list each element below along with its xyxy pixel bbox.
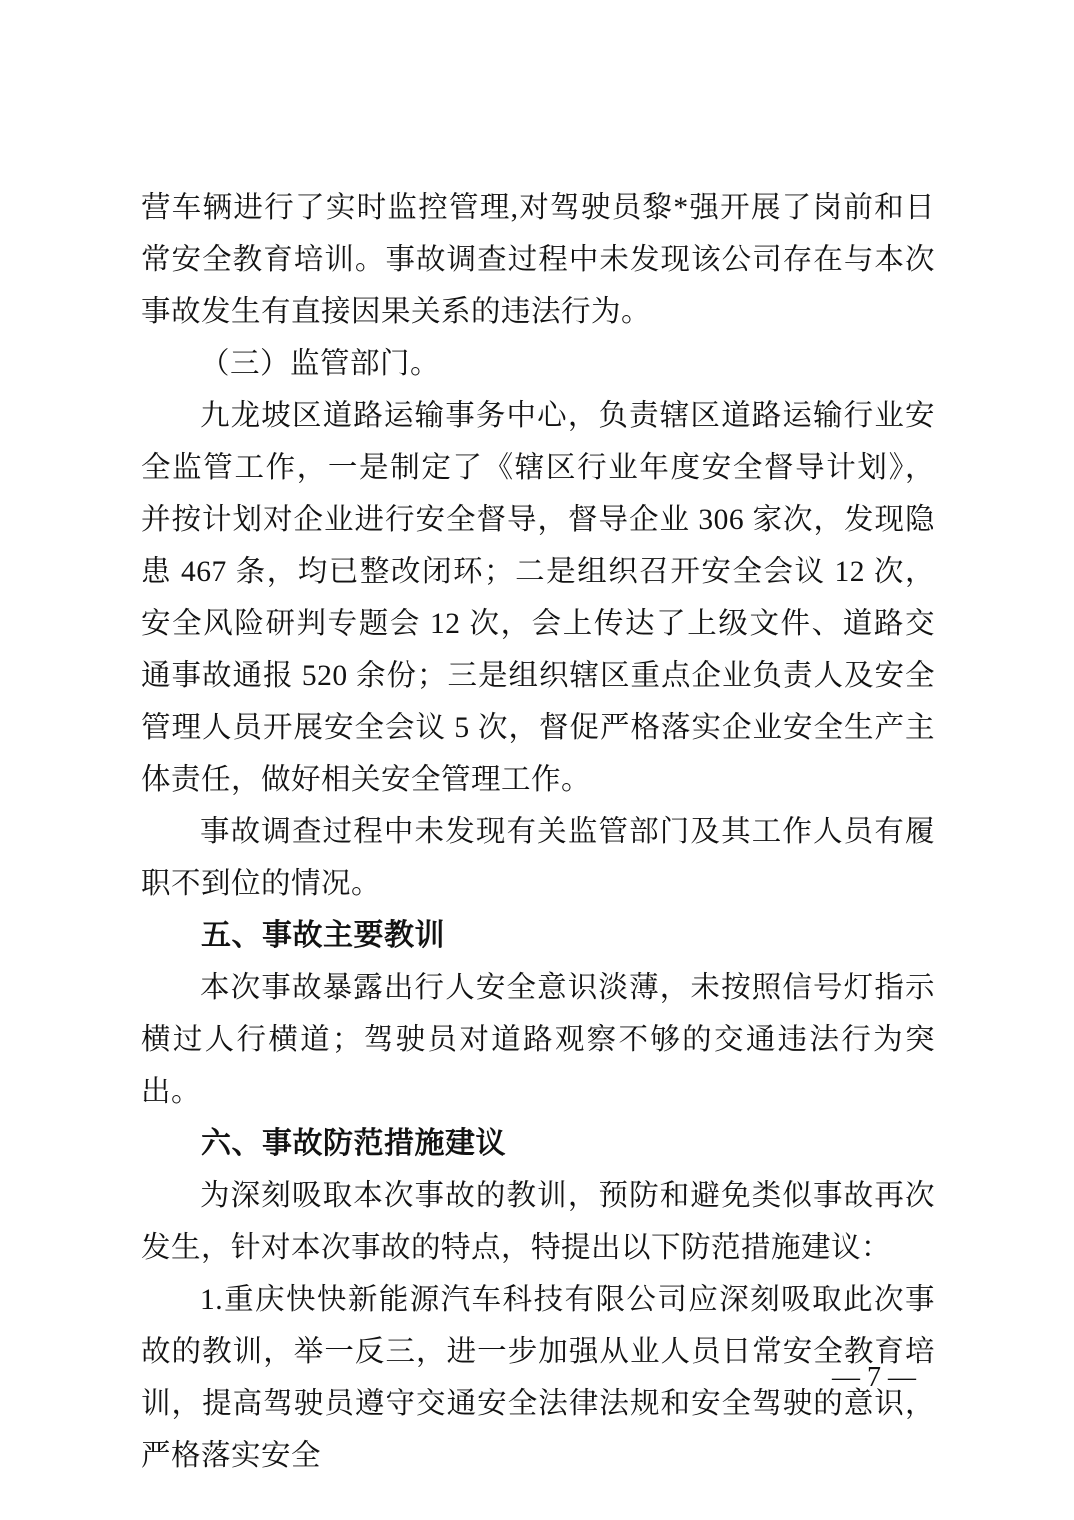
- section-heading: 五、事故主要教训: [201, 919, 445, 952]
- page-number: — 7 —: [832, 1362, 916, 1393]
- sub-section-heading: （三）监管部门。: [200, 348, 441, 380]
- section-heading: 六、事故防范措施建议: [201, 1127, 506, 1160]
- document-body: [141, 182, 935, 1482]
- paragraph: 为深刻吸取本次事故的教训，预防和避免类似事故再次发生，针对本次事故的特点，特提出以下防范措施建议：: [141, 1180, 935, 1264]
- paragraph: 1.重庆快快新能源汽车科技有限公司应深刻吸取此次事故的教训，举一反三，进一步加强从业人员日常安全教育培训，提高驾驶员遵守交通安全法律法规和安全驾驶的意识，严格落实安全: [141, 1284, 935, 1472]
- paragraph: 本次事故暴露出行人安全意识淡薄，未按照信号灯指示横过人行横道；驾驶员对道路观察不够的交通违法行为突出。: [141, 972, 935, 1108]
- paragraph: 营车辆进行了实时监控管理,对驾驶员黎*强开展了岗前和日常安全教育培训。事故调查过程中未发现该公司存在与本次事故发生有直接因果关系的违法行为。: [141, 192, 935, 328]
- paragraph: 九龙坡区道路运输事务中心，负责辖区道路运输行业安全监管工作，一是制定了《辖区行业年度安全督导计划》，并按计划对企业进行安全督导，督导企业 306 家次，发现隐患 467 条，均已整改闭环；二是组织召开安全会议 12 次，安全风险研判专题会 12 次，会上传达了上级文件、道路交通事故通报 520 余份；三是组织辖区重点企业负责人及安全管理人员开展安全会议 5 次，督促严格落实企业安全生产主体责任，做好相关安全管理工作。: [141, 400, 935, 796]
- paragraph: 事故调查过程中未发现有关监管部门及其工作人员有履职不到位的情况。: [141, 816, 935, 900]
